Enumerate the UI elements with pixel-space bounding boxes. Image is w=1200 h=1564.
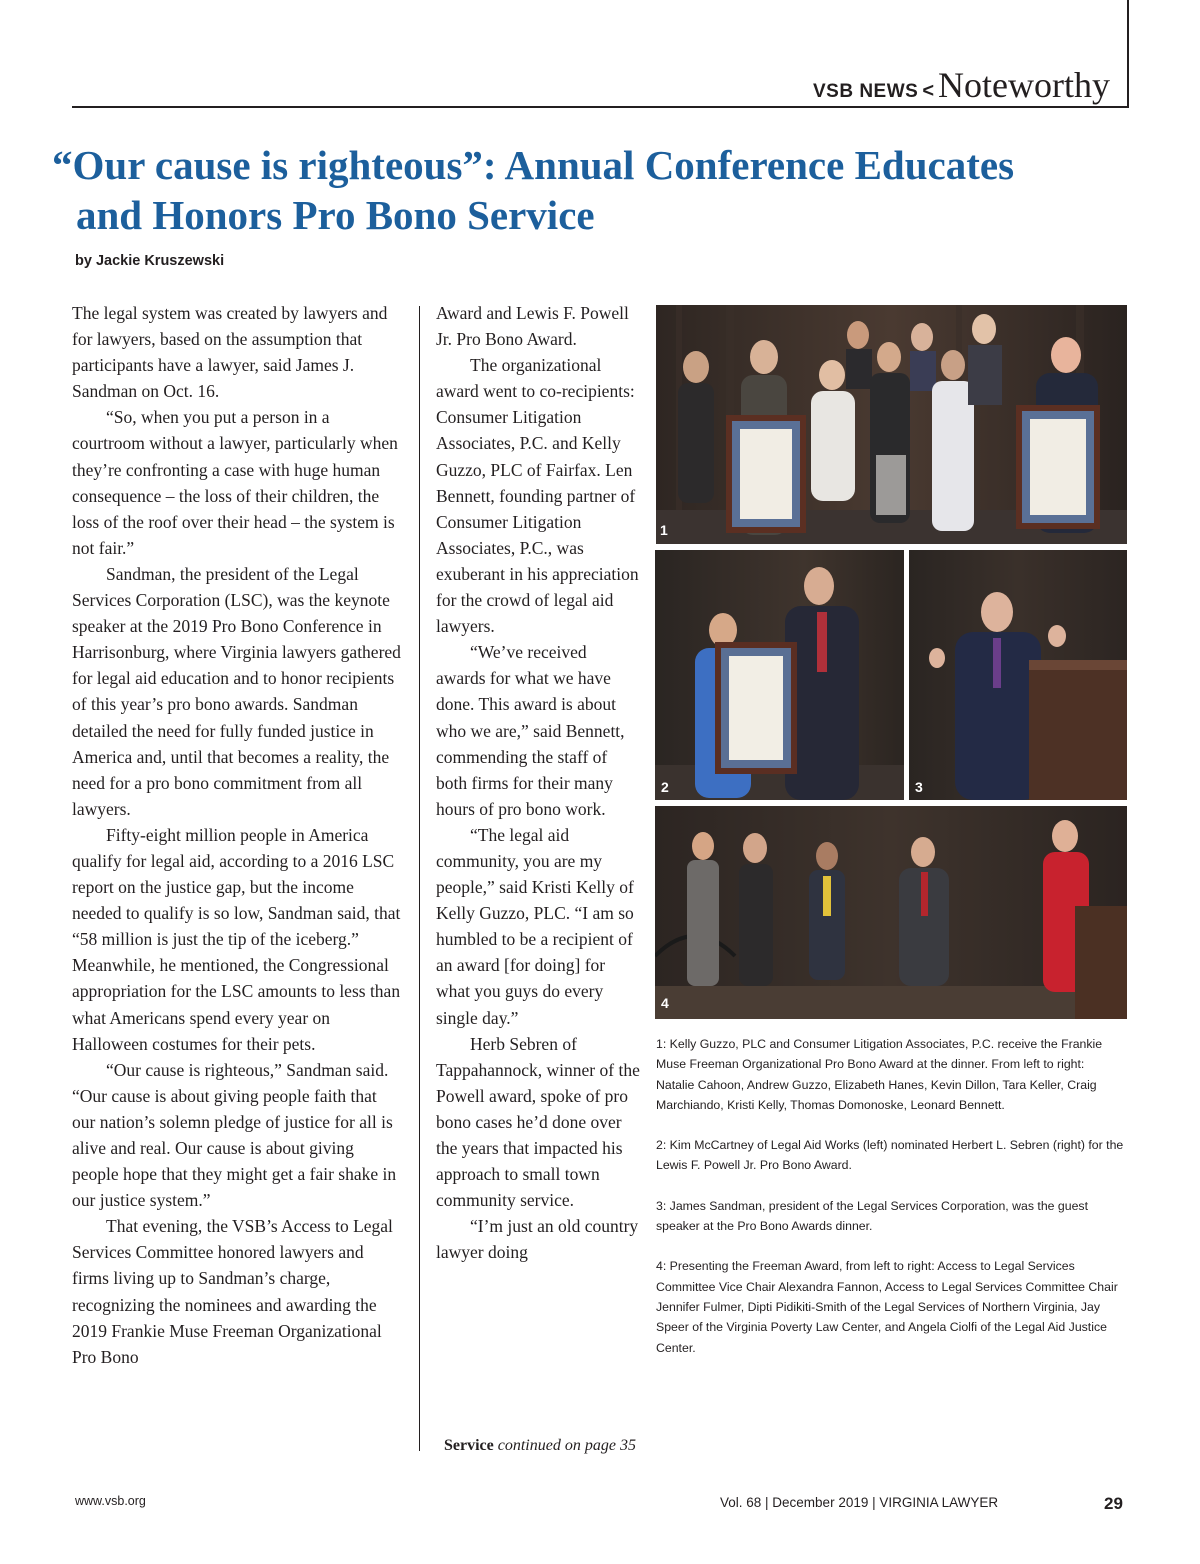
photo-powell-award (655, 550, 904, 800)
section-header (813, 64, 1110, 106)
paragraph: Fifty-eight million people in America qualify for legal aid, according to a 2016 LSC report on the justice gap, but the income needed to qualify is so low, Sandman said, that “58 million is just the tip of the iceberg.” Meanwhile, he mentioned, the Congressional appropriation for the LSC amounts to less than what Americans spend every year on Halloween costumes for their pets. (72, 824, 401, 1054)
section-chevron: < (922, 80, 935, 102)
header-rule (72, 106, 1129, 108)
paragraph: That evening, the VSB’s Access to Legal Services Committee honored lawyers and firms living up to Sandman’s charge, recognizing the nominees and awarding the 2019 Frankie Muse Freeman Organizational Pro Bono (72, 1216, 393, 1367)
photo-number: 2 (661, 779, 669, 795)
continued-note (444, 1437, 636, 1455)
paragraph: The legal system was created by lawyers and for lawyers, based on the assumption that participants have a lawyer, said James J. Sandman on Oct. 16. (72, 303, 388, 402)
paragraph: “We’ve received awards for what we have done. This award is about who we are,” said Bennett, commending the staff of both firms for their many hours of pro bono work. (436, 642, 625, 819)
photo-number: 1 (660, 522, 668, 538)
page-number: 29 (1104, 1494, 1123, 1513)
photo-award-group (656, 305, 1127, 544)
caption: 1: Kelly Guzzo, PLC and Consumer Litigation Associates, P.C. receive the Frankie Muse Freeman Organizational Pro Bono Award at the dinner. From left to right: Natalie Cahoon, Andrew Guzzo, Elizabeth Hanes, Kevin Dillon, Tara Keller, Craig Marchiando, Kristi Kelly, Thomas Domonoske, Leonard Bennett. (656, 1037, 1103, 1112)
paragraph: “Our cause is righteous,” Sandman said. “Our cause is about giving people faith that our nation’s solemn pledge of justice for all is alive and real. Our cause is about giving people hope that they might get a fair shake in our justice system.” (72, 1059, 397, 1211)
paragraph: The organizational award went to co-recipients: Consumer Litigation Associates, P.C. and Kelly Guzzo, PLC of Fairfax. Len Bennett, founding partner of Consumer Litigation Associates, P.C., was exuberant in his appreciation for the crowd of legal aid lawyers. (436, 355, 639, 637)
byline: by Jackie Kruszewski (75, 253, 225, 269)
photo-freeman-presenters (655, 806, 1127, 1019)
paragraph: Sandman, the president of the Legal Services Corporation (LSC), was the keynote speaker at the 2019 Pro Bono Conference in Harrisonburg, where Virginia lawyers gathered for legal aid education and to honor recipients of this year’s pro bono awards. Sandman detailed the need for fully funded justice in America and, until that becomes a reality, the need for a pro bono commitment from all lawyers. (72, 563, 401, 819)
body-column-2 (436, 300, 640, 1265)
paragraph: “The legal aid community, you are my people,” said Kristi Kelly of Kelly Guzzo, PLC. “I am so humbled to be a recipient of an award [for doing] for what you guys do every single day.” (436, 824, 634, 1028)
article-title (52, 140, 1152, 240)
paragraph: “I’m just an old country lawyer doing (436, 1216, 639, 1263)
photo-number: 4 (661, 995, 669, 1011)
paragraph: Award and Lewis F. Powell Jr. Pro Bono Award. (436, 303, 629, 350)
photo-captions (656, 1034, 1126, 1378)
paragraph: Herb Sebren of Tappahannock, winner of the Powell award, spoke of pro bono cases he’d done over the years that impacted his approach to small town community service. (436, 1033, 640, 1211)
caption: 4: Presenting the Freeman Award, from left to right: Access to Legal Services Committee Vice Chair Alexandra Fannon, Access to Legal Services Committee Chair Jennifer Fulmer, Dipti Pidikiti-Smith of the Legal Services of Northern Virginia, Jay Speer of the Virginia Poverty Law Center, and Angela Ciolfi of the Legal Aid Justice Center. (656, 1259, 1118, 1355)
footer-issue-info: Vol. 68 | December 2019 | VIRGINIA LAWYER (720, 1495, 999, 1510)
article-title-line-2: and Honors Pro Bono Service (76, 192, 595, 238)
caption: 2: Kim McCartney of Legal Aid Works (left) nominated Herbert L. Sebren (right) for the Lewis F. Powell Jr. Pro Bono Award. (656, 1138, 1124, 1173)
section-name: Noteworthy (938, 65, 1110, 105)
continued-page: continued on page 35 (497, 1437, 636, 1454)
page-edge-rule (1127, 0, 1129, 107)
body-column-1 (72, 300, 404, 1370)
section-label: VSB NEWS (812, 81, 919, 102)
photo-number: 3 (915, 779, 923, 795)
paragraph: “So, when you put a person in a courtroom without a lawyer, particularly when they’re confronting a case with huge human consequence – the loss of their children, the loss of the roof over their head – the system is not fair.” (72, 407, 398, 558)
caption: 3: James Sandman, president of the Legal Services Corporation, was the guest speaker at the Pro Bono Awards dinner. (656, 1198, 1089, 1234)
continued-label: Service (444, 1437, 494, 1454)
photo-keynote-speaker (909, 550, 1127, 800)
column-divider (419, 306, 420, 1451)
article-title-line-1: “Our cause is righteous”: Annual Conference Educates (52, 142, 1015, 188)
footer-url[interactable]: www.vsb.org (75, 1494, 146, 1508)
